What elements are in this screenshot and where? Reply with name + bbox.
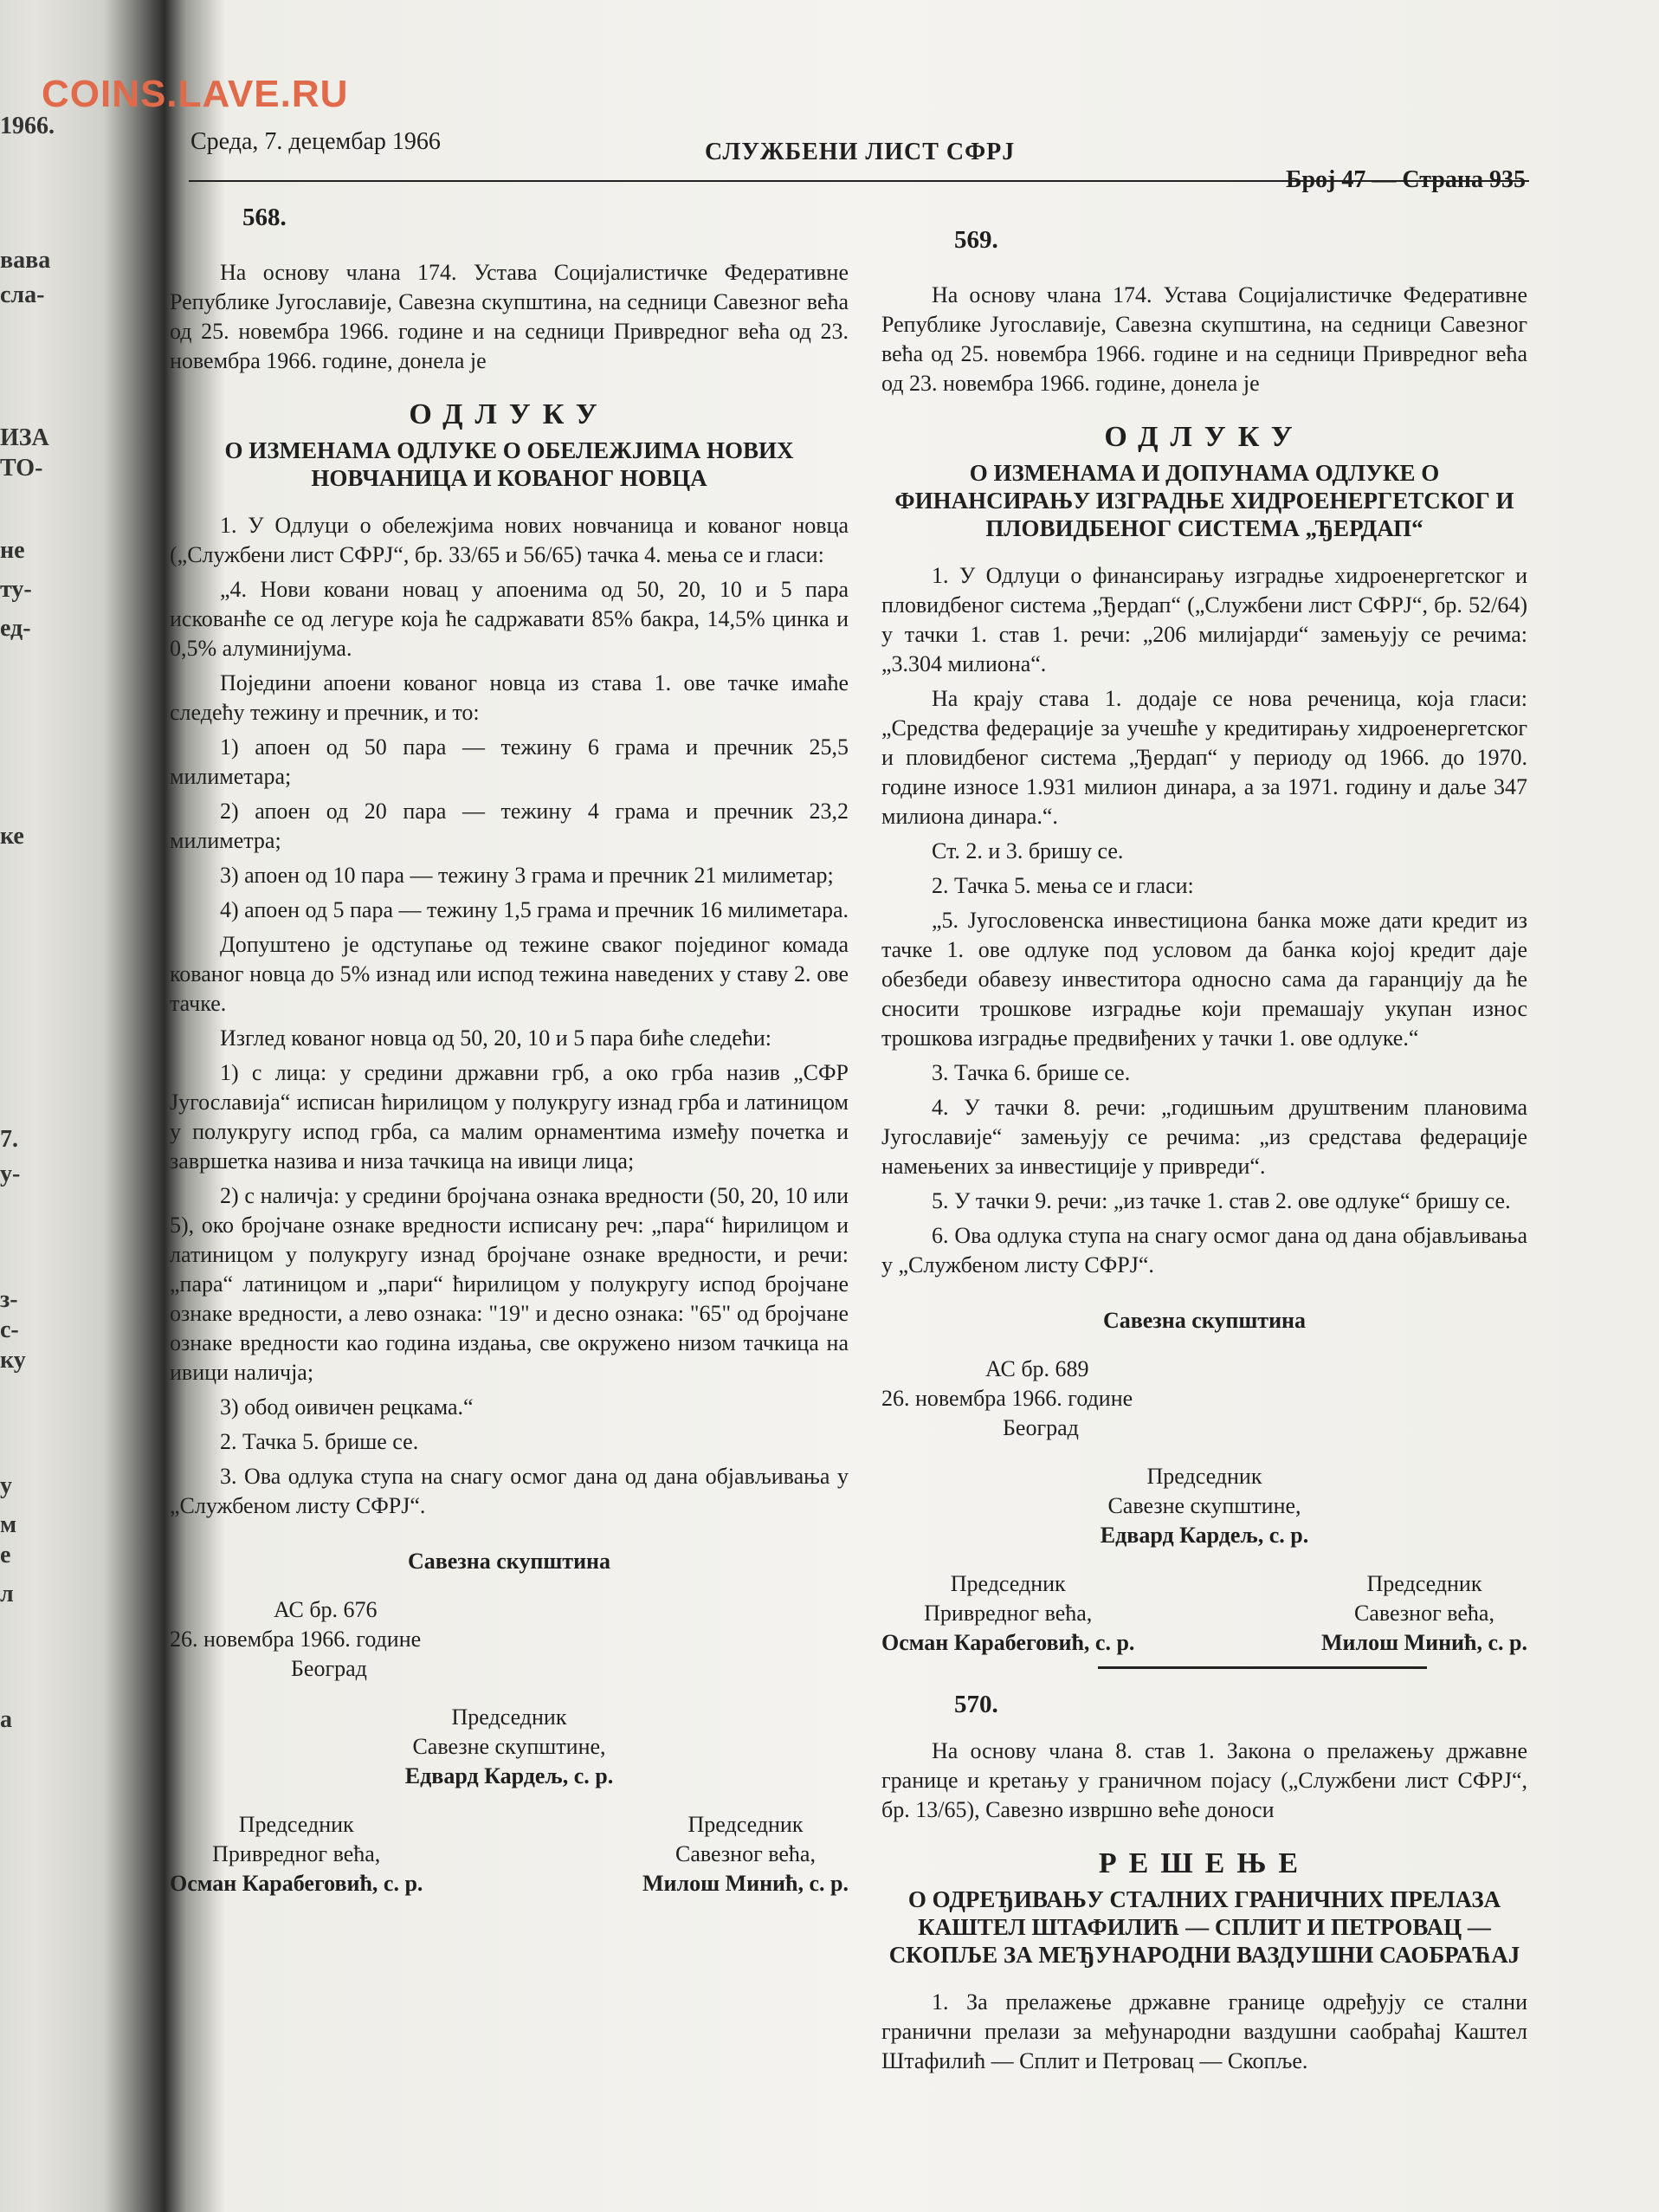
- body-paragraph: 1. У Одлуци о финансирању изградње хидроенергетског и пловидбеног система „Ђердап“ („Службени лист СФРЈ“, бр. 52/64) у тачки 1. став 1. речи: „206 милијарди“ замењују се речима: „3.304 милиона“.: [881, 563, 1527, 676]
- decision-subheading: О ИЗМЕНАМА ОДЛУКЕ О ОБЕЛЕЖЈИМА НОВИХ НОВЧАНИЦА И КОВАНОГ НОВЦА: [224, 437, 794, 491]
- reference-number: АС бр. 676: [274, 1597, 378, 1622]
- margin-text-fragment: не: [0, 537, 25, 564]
- signature-federal-council: [1321, 1569, 1527, 1658]
- decision-subheading: О ИЗМЕНАМА И ДОПУНАМА ОДЛУКЕ О ФИНАНСИРАЊУ ИЗГРАДЊЕ ХИДРОЕНЕРГЕТСКОГ И ПЛОВИДБЕНОГ СИСТЕМА „ЂЕРДАП“: [894, 460, 1514, 541]
- signature-row: [881, 1569, 1527, 1658]
- assembly-name: Савезна скупштина: [1102, 1308, 1307, 1333]
- body-paragraph: 1) апоен од 50 пара — тежину 6 грама и пречник 25,5 милиметара;: [170, 734, 849, 789]
- margin-text-fragment: ке: [0, 823, 24, 850]
- header-date: Среда, 7. децембар 1966: [190, 128, 441, 155]
- body-paragraph: 4. У тачки 8. речи: „годишњим друштвеним плановима Југославије“ замењују се речима: „из средстава федерације намењених за инвестиције у привреди“.: [881, 1095, 1527, 1179]
- signature-name: Милош Минић, с. р.: [1321, 1630, 1527, 1655]
- signature-title-2: Привредног већа,: [924, 1601, 1093, 1626]
- decision-city: Београд: [1003, 1415, 1079, 1440]
- body-paragraph: Ст. 2. и 3. бришу се.: [932, 838, 1124, 863]
- body-paragraph: Поједини апоени кованог новца из става 1. ове тачке имаће следећу тежину и пречник, и то:: [170, 670, 849, 725]
- margin-text-fragment: сла-: [0, 281, 45, 308]
- body-paragraph: 4) апоен од 5 пара — тежину 1,5 грама и пречник 16 милиметара.: [220, 897, 849, 922]
- margin-text-fragment: ту-: [0, 576, 32, 603]
- signature-title: Председник: [687, 1812, 804, 1837]
- body-paragraph: Допуштено је одступање од тежине сваког појединог комада кованог новца до 5% изнад или испод тежина наведених у ставу 2. ове тачке.: [170, 932, 849, 1016]
- margin-text-fragment: ТО-: [0, 455, 43, 482]
- body-paragraph: На крају става 1. додаје се нова реченица, која гласи: „Средства федерације за учешће у кредитирању хидроенергетског и пловидбеног система „Ђердап“ у периоду од 1966. до 1970. године износе 1.931 милион динара, а за 1971. годину и даље 347 милиона динара.“.: [881, 686, 1527, 829]
- left-column: [170, 197, 849, 1898]
- preamble: На основу члана 174. Устава Социјалистичке Федеративне Републике Југославије, Савезна скупштина, на седници Савезног већа од 25. новембра 1966. године и на седници Привредног већа од 23. новембра 1966. године, донела је: [170, 260, 849, 373]
- president-title-2: Савезне скупштине,: [412, 1734, 606, 1759]
- decision-number: 568.: [242, 204, 287, 231]
- body-paragraph: 2. Тачка 5. мења се и гласи:: [932, 873, 1194, 898]
- signature-title: Председник: [1366, 1571, 1482, 1596]
- signature-name: Осман Карабеговић, с. р.: [881, 1630, 1135, 1655]
- decision-heading: ОДЛУКУ: [1104, 421, 1305, 453]
- resolution-heading: РЕШЕЊЕ: [1098, 1847, 1311, 1879]
- body-paragraph: 5. У тачки 9. речи: „из тачке 1. став 2. ове одлуке“ бришу се.: [932, 1188, 1511, 1213]
- signature-federal-council: [642, 1810, 849, 1898]
- signature-economic-council: [881, 1569, 1134, 1658]
- page-header: [189, 128, 1529, 193]
- resolution-paragraph: 1. За прелажење државне границе одређују се стални гранични прелази за међународни ваздушни саобраћај Каштел Штафилић — Сплит и Петровац — Скопље.: [881, 1989, 1527, 2073]
- margin-text-fragment: е: [0, 1542, 11, 1568]
- decision-heading: ОДЛУКУ: [409, 398, 610, 430]
- margin-text-fragment: у: [0, 1472, 12, 1499]
- margin-text-fragment: 1966.: [0, 113, 55, 139]
- decision-body: [170, 511, 849, 1521]
- section-divider: [1098, 1666, 1427, 1669]
- signature-name: Милош Минић, с. р.: [642, 1871, 849, 1896]
- signature-title-2: Савезног већа,: [1354, 1601, 1494, 1626]
- reference-number: АС бр. 689: [985, 1356, 1089, 1381]
- body-paragraph: „5. Југословенска инвестициона банка може дати кредит из тачке 1. ове одлуке под условом да банка којој кредит даје обезбеди обавезу инвеститора односно сама да гаранцију да ће сносити трошкове изградње који премашају укупан износ трошкова изградње предвиђених у тачки 1. ове одлуке.“: [881, 908, 1527, 1051]
- preamble: На основу члана 174. Устава Социјалистичке Федеративне Републике Југославије, Савезна скупштина, на седници Савезног већа од 25. новембра 1966. године и на седници Привредног већа од 23. новембра 1966. године, донела је: [881, 282, 1527, 396]
- body-paragraph: 2) с наличја: у средини бројчана ознака вредности (50, 20, 10 или 5), око бројчане ознаке вредности исписану реч: „пара“ ћирилицом и латиницом у полукругу изнад бројчане ознаке вредности, и речи: „пара“ латиницом и „пари“ ћирилицом у полукругу испод бројчане ознаке вредности, а лево ознака: "19" и десно ознака: "65" од бројчане ознаке вредности као година издања, све окружено низом тачкица на ивици наличја;: [170, 1183, 849, 1385]
- president-name: Едвард Кардељ, с. р.: [1100, 1523, 1309, 1548]
- body-paragraph: 3) обод оивичен рецкама.“: [220, 1394, 474, 1420]
- decision-date: 26. новембра 1966. године: [170, 1627, 422, 1652]
- margin-text-fragment: ИЗА: [0, 424, 49, 451]
- watermark: COINS.LAVE.RU: [42, 73, 349, 115]
- resolution-subheading: О ОДРЕЂИВАЊУ СТАЛНИХ ГРАНИЧНИХ ПРЕЛАЗА КАШТЕЛ ШТАФИЛИЋ — СПЛИТ И ПЕТРОВАЦ — СКОПЉЕ ЗА МЕЂУНАРОДНИ ВАЗДУШНИ САОБРАЋАЈ: [888, 1886, 1520, 1968]
- signature-title-2: Привредног већа,: [212, 1841, 381, 1866]
- margin-text-fragment: вава: [0, 247, 51, 274]
- signature-name: Осман Карабеговић, с. р.: [170, 1871, 423, 1896]
- body-paragraph: 6. Ова одлука ступа на снагу осмог дана од дана објављивања у „Службеном листу СФРЈ“.: [881, 1223, 1527, 1277]
- header-issue: Број 47 — Страна 935: [1285, 166, 1526, 193]
- margin-text-fragment: м: [0, 1511, 17, 1538]
- margin-text-fragment: 7.: [0, 1126, 18, 1153]
- signature-row: [170, 1810, 849, 1898]
- right-column: [881, 197, 1527, 2081]
- margin-text-fragment: ку: [0, 1347, 26, 1374]
- body-paragraph: 3. Ова одлука ступа на снагу осмог дана од дана објављивања у „Службеном листу СФРЈ“.: [170, 1464, 849, 1518]
- signature-title: Председник: [950, 1571, 1066, 1596]
- margin-text-fragment: ед-: [0, 615, 31, 642]
- signature-title: Председник: [238, 1812, 354, 1837]
- president-name: Едвард Кардељ, с. р.: [404, 1763, 614, 1788]
- body-paragraph: Изглед кованог новца од 50, 20, 10 и 5 пара биће следећи:: [220, 1025, 771, 1051]
- margin-text-fragment: у-: [0, 1161, 21, 1187]
- header-title: СЛУЖБЕНИ ЛИСТ СФРЈ: [705, 139, 1016, 165]
- left-page-margin: [0, 0, 143, 2212]
- decision-date: 26. новембра 1966. године: [881, 1386, 1133, 1411]
- decision-body: [881, 561, 1527, 1280]
- president-title: Председник: [1146, 1464, 1262, 1489]
- decision-city: Београд: [291, 1656, 367, 1681]
- body-paragraph: „4. Нови ковани новац у апоенима од 50, 20, 10 и 5 пара искованће се од легуре која ће садржавати 85% бакра, 14,5% цинка и 0,5% алуминијума.: [170, 577, 849, 661]
- margin-text-fragment: с-: [0, 1316, 19, 1343]
- signature-title-2: Савезног већа,: [675, 1841, 816, 1866]
- signature-economic-council: [170, 1810, 423, 1898]
- decision-number: 569.: [954, 226, 998, 254]
- margin-text-fragment: з-: [0, 1286, 18, 1313]
- president-title: Председник: [451, 1704, 567, 1730]
- body-paragraph: 3. Тачка 6. брише се.: [932, 1060, 1131, 1085]
- body-paragraph: 2) апоен од 20 пара — тежину 4 грама и пречник 23,2 милиметра;: [170, 799, 849, 853]
- preamble: На основу члана 8. став 1. Закона о прелажењу државне границе и кретању у граничном појасу („Службени лист СФРЈ“, бр. 13/65), Савезно извршно веће доноси: [881, 1738, 1527, 1822]
- margin-text-fragment: а: [0, 1706, 12, 1733]
- margin-text-fragment: л: [0, 1581, 14, 1607]
- body-paragraph: 1) с лица: у средини државни грб, а око грба назив „СФР Југославија“ исписан ћирилицом у полукругу изнад грба и латиницом у полукругу испод грба, са малим орнаментима између почетка и завршетка назива и низа тачкица на ивици лица;: [170, 1060, 849, 1174]
- body-paragraph: 1. У Одлуци о обележјима нових новчаница и кованог новца („Службени лист СФРЈ“, бр. 33/65 и 56/65) тачка 4. мења се и гласи:: [170, 513, 849, 567]
- president-title-2: Савезне скупштине,: [1107, 1493, 1301, 1518]
- body-paragraph: 2. Тачка 5. брише се.: [220, 1429, 419, 1454]
- body-paragraph: 3) апоен од 10 пара — тежину 3 грама и пречник 21 милиметар;: [220, 863, 834, 888]
- decision-number: 570.: [954, 1691, 998, 1718]
- assembly-name: Савезна скупштина: [407, 1549, 611, 1574]
